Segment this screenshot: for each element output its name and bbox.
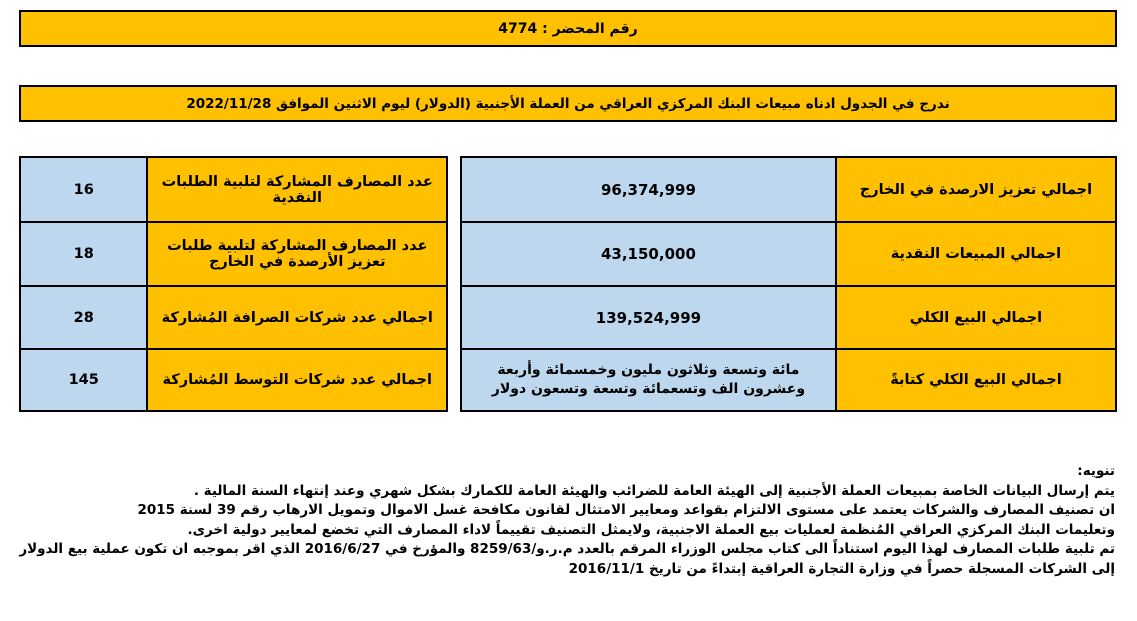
total-sales-value: 139,524,999 (461, 286, 836, 349)
record-number-bar (19, 10, 1117, 47)
participants-table (19, 156, 448, 412)
table-row (20, 286, 447, 349)
notes-line: ان تصنيف المصارف والشركات يعتمد على مستوى الالتزام بقواعد ومعايير الامتثال لقانون مكافحة غسل الاموال وتمويل الارهاب رقم 39 لسنة 2015 (137, 502, 1115, 519)
transfer-banks-value: 18 (20, 222, 147, 286)
intro-banner (19, 85, 1117, 122)
notes-line: وتعليمات البنك المركزي العراقي المُنظمة لعمليات بيع العملة الاجنبية، ولايمثل التصنيف تقييماً لاداء المصارف التي تخضع لمعايير دولية اخرى. (187, 521, 1115, 538)
table-row (20, 222, 447, 286)
notes-line: يتم إرسال البيانات الخاصة بمبيعات العملة الأجنبية إلى الهيئة العامة للضرائب والهيئة العامة للكمارك بشكل شهري وعند إنتهاء السنة المالية . (193, 482, 1115, 499)
exchange-companies-value: 28 (20, 286, 147, 349)
cash-banks-label: عدد المصارف المشاركة لتلبية الطلبات النقدية (147, 157, 447, 222)
notes-line: إلى الشركات المسجلة حصراً في وزارة التجارة العراقية إبتداءً من تاريخ 2016/11/1 (568, 560, 1115, 577)
total-sales-words-value: مائة وتسعة وثلاثون مليون وخمسمائة وأربعة وعشرون الف وتسعمائة وتسعة وتسعون دولار (461, 349, 836, 411)
sales-totals-table (460, 156, 1117, 412)
intro-text: ندرج في الجدول ادناه مبيعات البنك المركزي العراقي من العملة الأجنبية (الدولار) ليوم الاثنين الموافق 2022/11/28 (186, 95, 950, 112)
table-row (461, 286, 1116, 349)
transfer-banks-label: عدد المصارف المشاركة لتلبية طلبات تعزيز الأرصدة في الخارج (147, 222, 447, 286)
brokerage-companies-value: 145 (20, 349, 147, 411)
cash-banks-value: 16 (20, 157, 147, 222)
cash-sales-value: 43,150,000 (461, 222, 836, 286)
brokerage-companies-label: اجمالي عدد شركات التوسط المُشاركة (147, 349, 447, 411)
cash-sales-label: اجمالي المبيعات النقدية (836, 222, 1116, 286)
table-row (461, 157, 1116, 222)
total-sales-words-label: اجمالي البيع الكلي كتابةً (836, 349, 1116, 411)
balances-abroad-value: 96,374,999 (461, 157, 836, 222)
notes-line: تم تلبية طلبات المصارف لهذا اليوم استناداً الى كتاب مجلس الوزراء المرقم بالعدد م.ر.و/8259/63 والمؤرخ في 2016/6/27 الذي اقر بموجبه ان تكون عملية بيع الدولار (19, 541, 1115, 558)
table-row (20, 349, 447, 411)
record-number-text: رقم المحضر : 4774 (498, 20, 638, 37)
notes-heading: تنويه: (1077, 463, 1115, 479)
table-row (461, 222, 1116, 286)
table-row (20, 157, 447, 222)
notes-section (19, 462, 1115, 580)
total-sales-label: اجمالي البيع الكلي (836, 286, 1116, 349)
table-row (461, 349, 1116, 411)
balances-abroad-label: اجمالي تعزيز الارصدة في الخارج (836, 157, 1116, 222)
exchange-companies-label: اجمالي عدد شركات الصرافة المُشاركة (147, 286, 447, 349)
